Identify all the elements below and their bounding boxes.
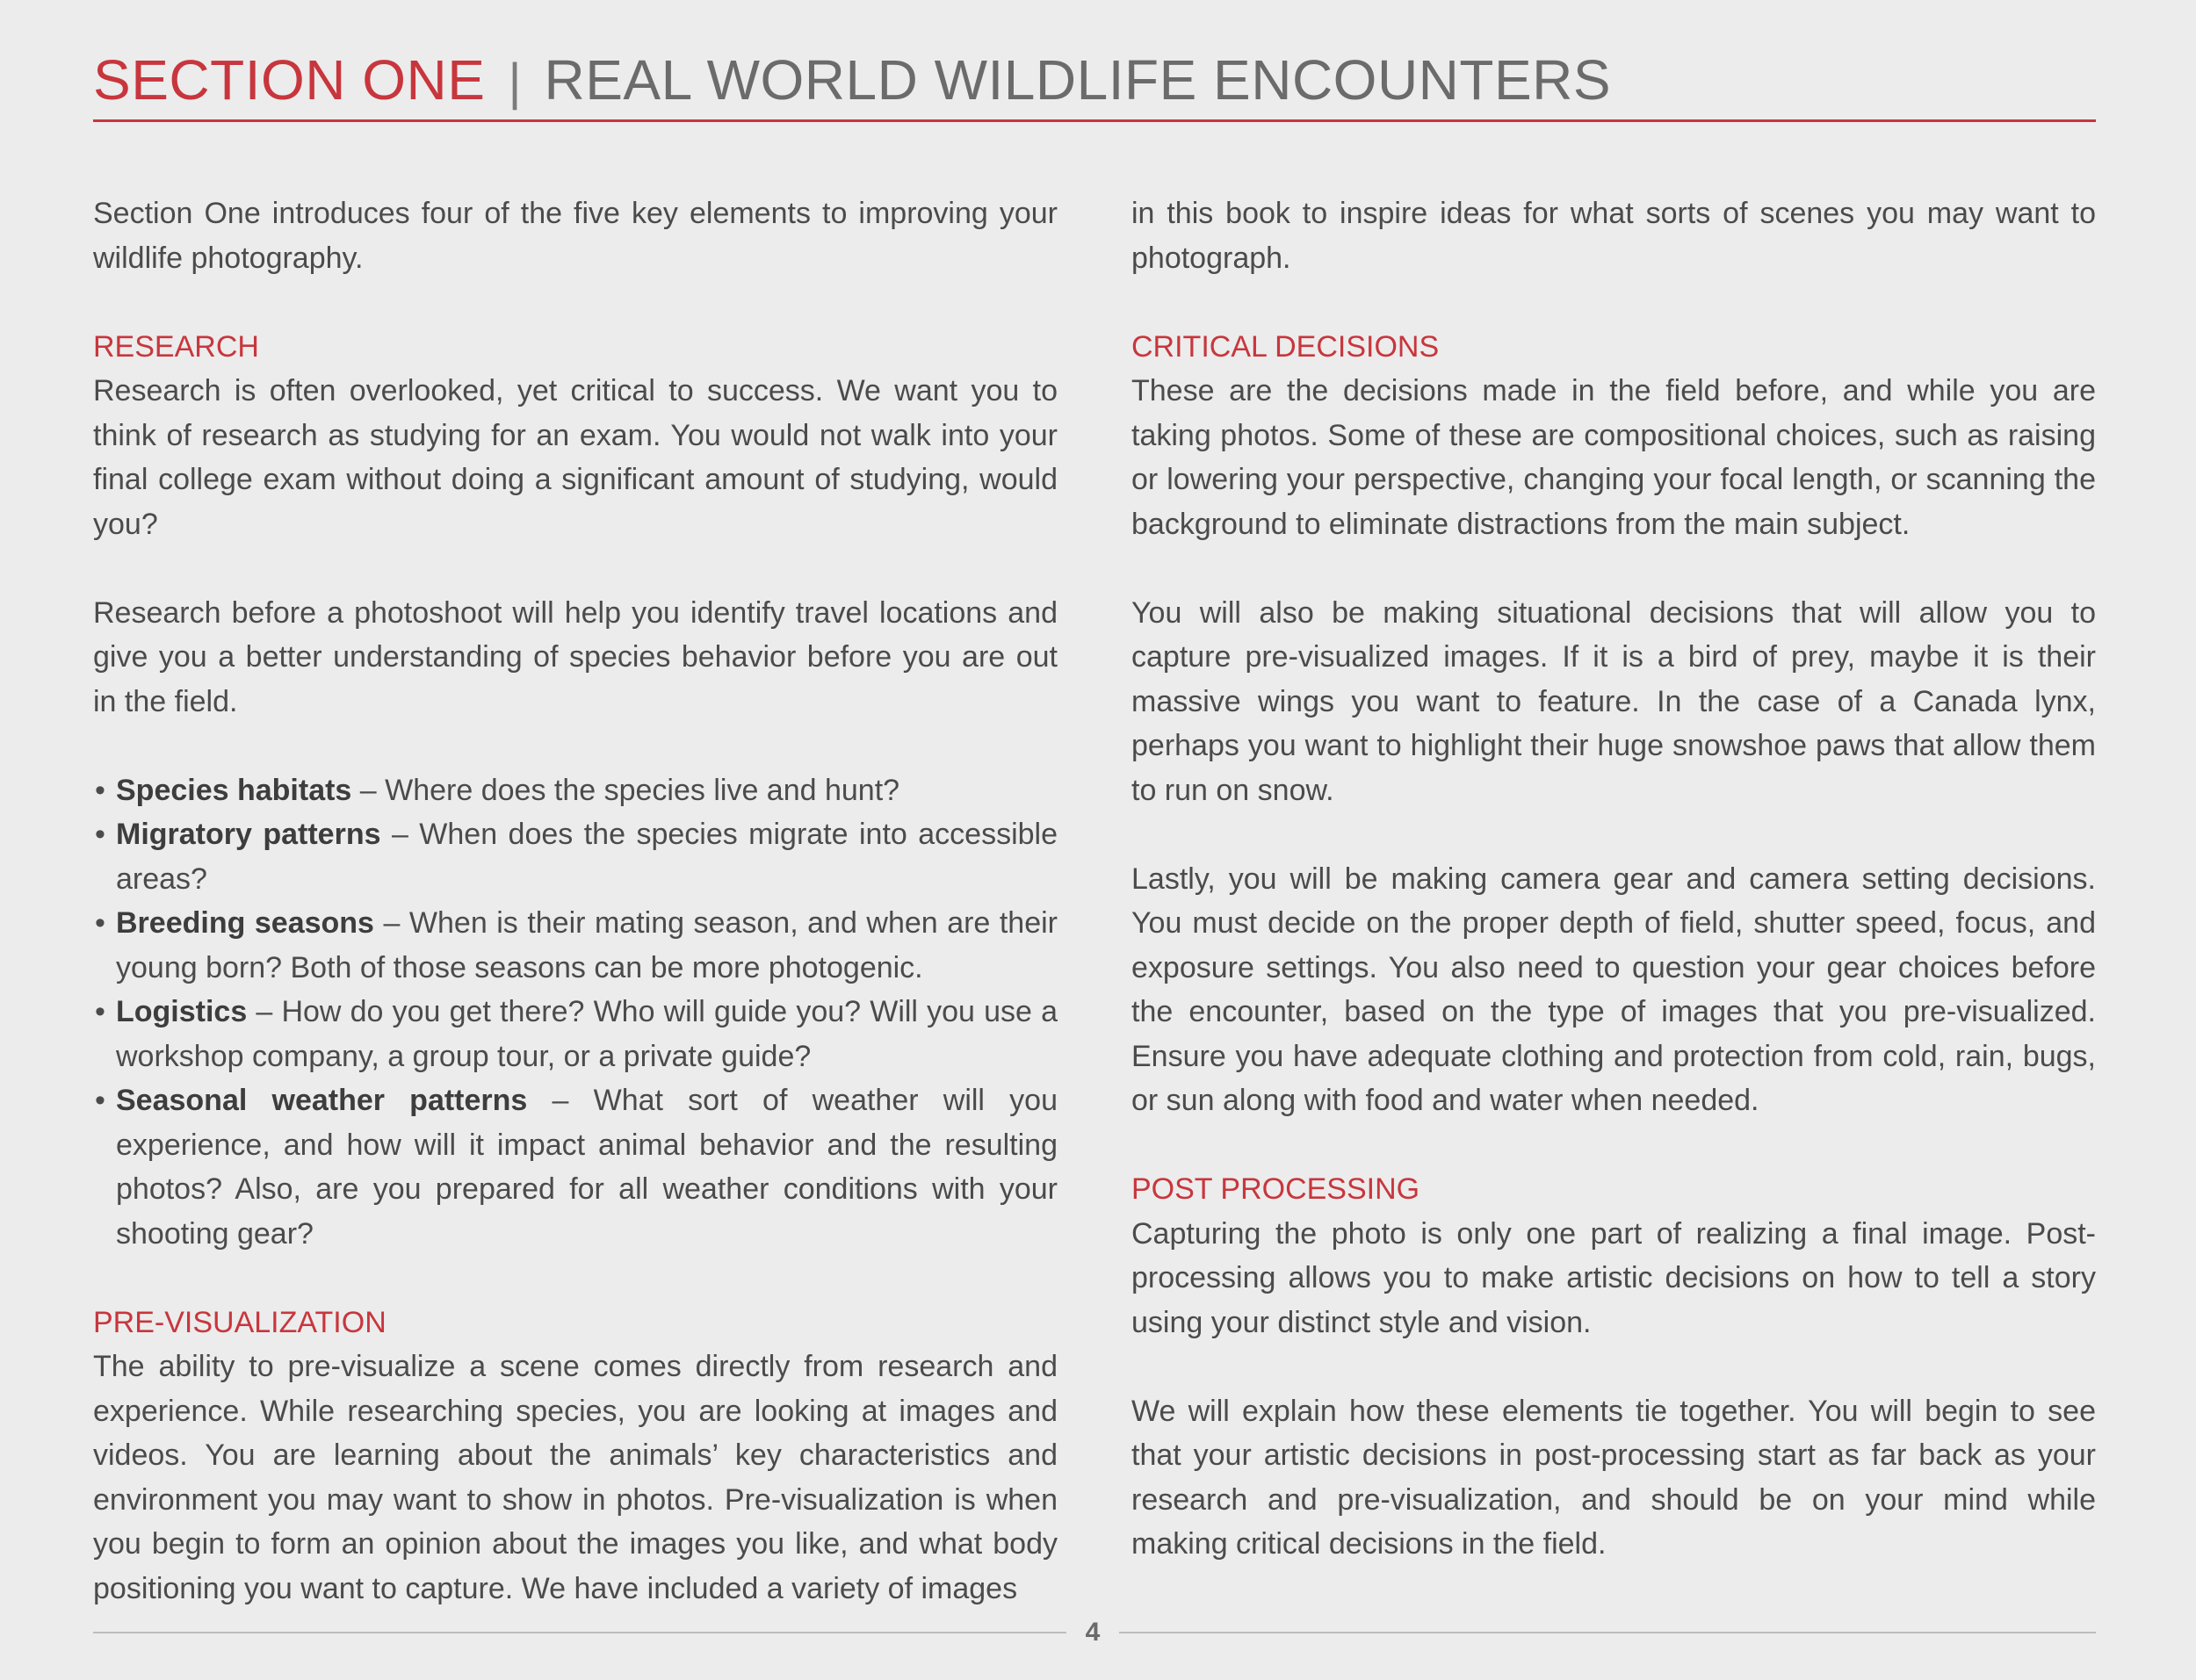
research-paragraph-2: Research before a photoshoot will help you identify travel locations and give you a better understanding of species behavior before you are out in the field. bbox=[93, 595, 1058, 718]
section-title: REAL WORLD WILDLIFE ENCOUNTERS bbox=[544, 48, 1612, 112]
research-heading: RESEARCH bbox=[93, 329, 259, 364]
critical-decisions-paragraph-1: These are the decisions made in the field before, and while you are taking photos. Some of these are compositional choices, such as raising or lowering your perspective, changing your focal length, or scanning the background to eliminate distractions from the main subject. bbox=[1131, 374, 2096, 541]
right-column bbox=[1131, 191, 2096, 1611]
critical-decisions-heading: CRITICAL DECISIONS bbox=[1131, 329, 1440, 364]
post-processing-heading: POST PROCESSING bbox=[1131, 1172, 1420, 1206]
previsualization-heading: PRE-VISUALIZATION bbox=[93, 1305, 386, 1339]
previsualization-paragraph: The ability to pre-visualize a scene comes directly from research and experience. While researching species, you are looking at images and videos. You are learning about the animals’ key characteristics and environment you may want to show in photos. Pre-visualization is when you begin to form an opinion about the images you like, and what body positioning you want to capture. We have included a variety of images bbox=[93, 1350, 1058, 1605]
bullet-item bbox=[93, 812, 1058, 901]
left-column bbox=[93, 191, 1058, 1611]
bullet-term: Species habitats bbox=[116, 773, 352, 807]
header-separator: | bbox=[508, 54, 522, 111]
bullet-text: – What sort of weather will you experience, and how will it impact animal behavior and the resulting photos? Also, are you prepared for all weather conditions with your shooting gear? bbox=[116, 1084, 1058, 1251]
footer-rule-right bbox=[1119, 1632, 2096, 1633]
bullet-item bbox=[93, 1078, 1058, 1256]
bullet-dot-icon: • bbox=[95, 818, 105, 851]
bullet-text: – How do you get there? Who will guide you? Will you use a workshop company, a group tour, or a private guide? bbox=[116, 995, 1058, 1073]
bullet-dot-icon: • bbox=[95, 773, 105, 807]
bullet-text: – When does the species migrate into accessible areas? bbox=[116, 818, 1058, 896]
bullet-text: – Where does the species live and hunt? bbox=[351, 773, 900, 807]
bullet-term: Migratory patterns bbox=[116, 818, 381, 851]
bullet-term: Breeding seasons bbox=[116, 906, 374, 940]
continued-paragraph: in this book to inspire ideas for what sorts of scenes you may want to photograph. bbox=[1131, 197, 2096, 275]
bullet-item bbox=[93, 901, 1058, 990]
section-label: SECTION ONE bbox=[93, 48, 486, 112]
post-processing-paragraph-2: We will explain how these elements tie together. You will begin to see that your artistic decisions in post-processing start as far back as your research and pre-visualization, and should be on your mind while making critical decisions in the field. bbox=[1131, 1394, 2096, 1561]
critical-decisions-paragraph-3: Lastly, you will be making camera gear and camera setting decisions. You must decide on the proper depth of field, shutter speed, focus, and exposure settings. You also need to question your gear choices before the encounter, based on the type of images that you pre-visualized. Ensure you have adequate clothing and protection from cold, rain, bugs, or sun along with food and water when needed. bbox=[1131, 862, 2096, 1117]
research-bullet-list bbox=[93, 768, 1058, 1257]
page-number: 4 bbox=[1085, 1618, 1101, 1647]
bullet-dot-icon: • bbox=[95, 1084, 105, 1117]
bullet-dot-icon: • bbox=[95, 995, 105, 1028]
bullet-term: Logistics bbox=[116, 995, 248, 1028]
bullet-text: – When is their mating season, and when are their young born? Both of those seasons can be more photogenic. bbox=[116, 906, 1058, 984]
bullet-term: Seasonal weather patterns bbox=[116, 1084, 528, 1117]
bullet-item bbox=[93, 990, 1058, 1078]
bullet-dot-icon: • bbox=[95, 906, 105, 940]
intro-paragraph: Section One introduces four of the five key elements to improving your wildlife photography. bbox=[93, 197, 1058, 275]
critical-decisions-paragraph-2: You will also be making situational decisions that will allow you to capture pre-visualized images. If it is a bird of prey, maybe it is their massive wings you want to feature. In the case of a Canada lynx, perhaps you want to highlight their huge snowshoe paws that allow them to run on snow. bbox=[1131, 595, 2096, 807]
footer-rule-left bbox=[93, 1632, 1066, 1633]
bullet-item bbox=[93, 768, 1058, 813]
research-paragraph-1: Research is often overlooked, yet critical to success. We want you to think of research as studying for an exam. You would not walk into your final college exam without doing a significant amount of studying, would you? bbox=[93, 374, 1058, 541]
section-header bbox=[93, 46, 2096, 122]
post-processing-paragraph-1: Capturing the photo is only one part of realizing a final image. Post-processing allows you to make artistic decisions on how to tell a story using your distinct style and vision. bbox=[1131, 1216, 2096, 1339]
